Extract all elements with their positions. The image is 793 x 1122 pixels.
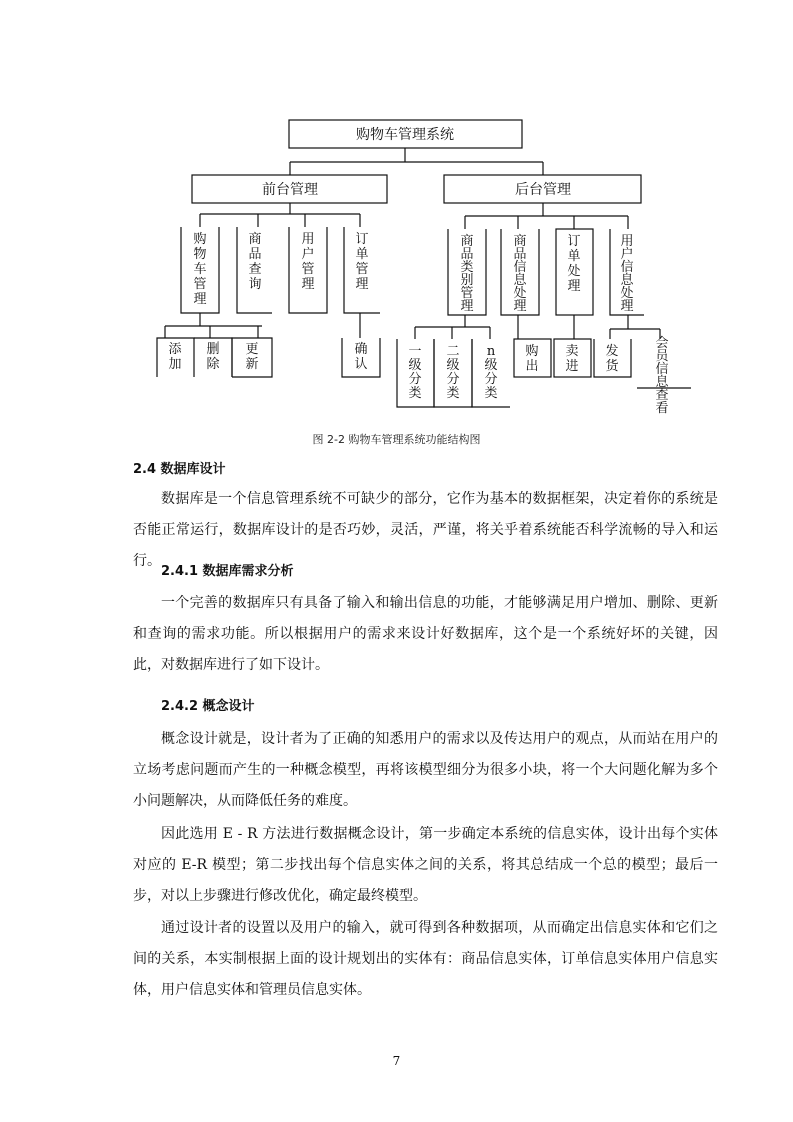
- diagram-front-label: 前台管理: [262, 182, 318, 198]
- heading-2-4: 2.4 数据库设计: [133, 462, 226, 477]
- paragraph-2-4-2a: 概念设计就是，设计者为了正确的知悉用户的需求以及传达用户的观点，从而站在用户的立场考虑问题而产生的一种概念模型，再将该模型细分为很多小块，将一个大问题化解为多个小问题解决，从而降低任务的难度。: [133, 731, 718, 809]
- diagram-leaf: 删除: [206, 342, 220, 372]
- diagram-leaf: 添加: [168, 342, 182, 372]
- diagram-back-node: 订单处理: [567, 234, 581, 294]
- diagram-leaf: 会员信息查看: [655, 336, 669, 416]
- diagram-leaf: n 级分类: [484, 344, 498, 401]
- diagram-front-node: 商品查询: [248, 232, 262, 292]
- diagram-back-node: 商品信息处理: [513, 234, 527, 314]
- page-number: 7: [392, 1054, 401, 1068]
- diagram-root-label: 购物车管理系统: [356, 127, 454, 143]
- diagram-back-node: 商品类别管理: [460, 234, 474, 314]
- paragraph-2-4-1: 一个完善的数据库只有具备了输入和输出信息的功能，才能够满足用户增加、删除、更新和查询的需求功能。所以根据用户的需求来设计好数据库，这个是一个系统好坏的关键，因此，对数据库进行了如下设计。: [133, 595, 718, 673]
- diagram-back-node: 用户信息处理: [620, 234, 634, 314]
- diagram-front-node: 订单管理: [355, 232, 369, 292]
- diagram-front-node: 用户管理: [301, 232, 315, 292]
- figure-caption: 图 2-2 购物车管理系统功能结构图: [312, 433, 481, 446]
- paragraph-2-4-2b: 因此选用 E - R 方法进行数据概念设计，第一步确定本系统的信息实体，设计出每个实体对应的 E-R 模型；第二步找出每个信息实体之间的关系，将其总结成一个总的模型；最后一步，对以上步骤进行修改优化，确定最终模型。: [133, 826, 718, 904]
- paragraph-2-4: 数据库是一个信息管理系统不可缺少的部分，它作为基本的数据框架，决定着你的系统是否能正常运行，数据库设计的是否巧妙，灵活，严谨，将关乎着系统能否科学流畅的导入和运行。: [133, 491, 718, 569]
- paragraph-2-4-2c: 通过设计者的设置以及用户的输入，就可得到各种数据项，从而确定出信息实体和它们之间的关系，本实制根据上面的设计规划出的实体有：商品信息实体，订单信息实体用户信息实体，用户信息实体和管理员信息实体。: [133, 920, 718, 998]
- diagram-leaf: 更新: [245, 342, 259, 372]
- diagram-front-node: 购物车管理: [193, 232, 207, 307]
- diagram-leaf: 二级分类: [446, 344, 460, 401]
- diagram-leaf: 卖进: [565, 344, 579, 374]
- heading-2-4-2: 2.4.2 概念设计: [161, 699, 255, 714]
- diagram-leaf: 一级分类: [408, 344, 422, 401]
- diagram-leaf: 购出: [525, 344, 539, 374]
- heading-2-4-1: 2.4.1 数据库需求分析: [161, 564, 294, 579]
- diagram-leaf: 发货: [605, 344, 619, 374]
- diagram-leaf: 确认: [354, 342, 368, 372]
- function-structure-diagram: [0, 0, 793, 430]
- diagram-back-label: 后台管理: [515, 182, 571, 198]
